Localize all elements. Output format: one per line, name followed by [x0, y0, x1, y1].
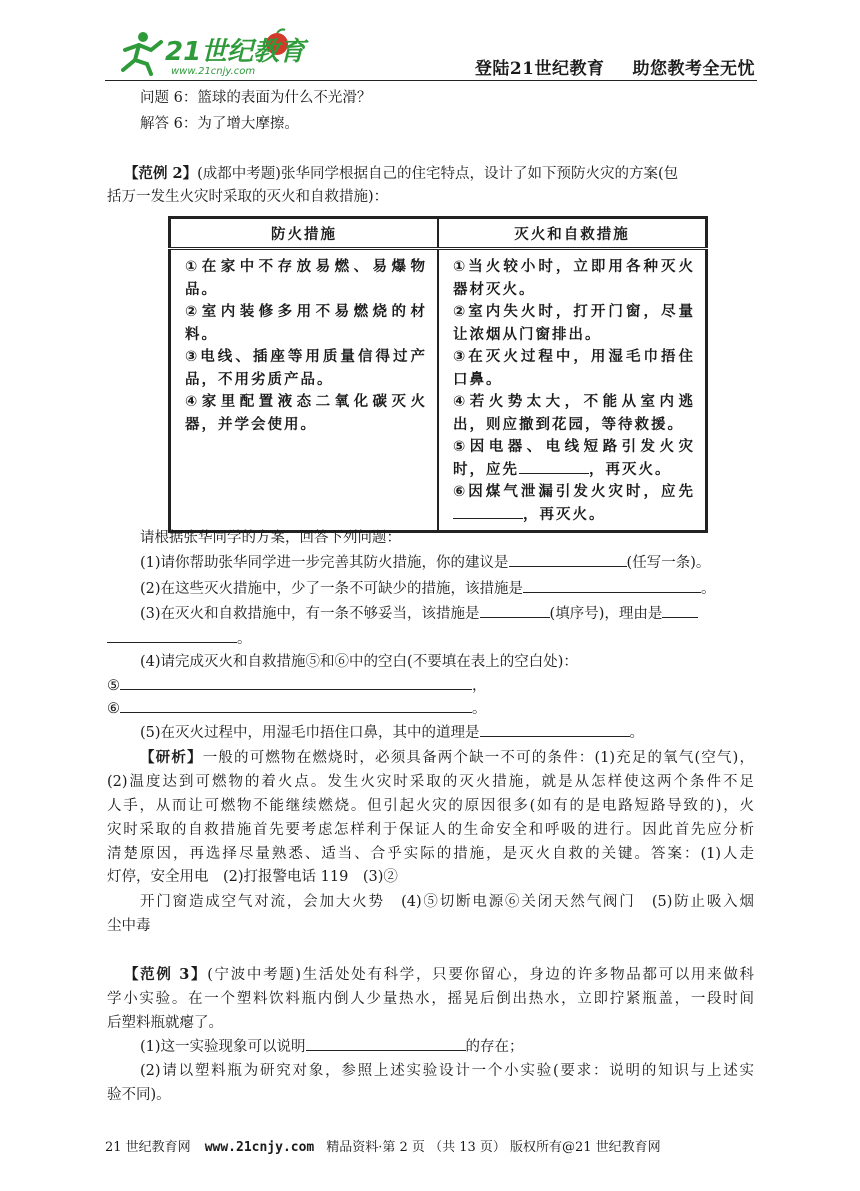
example3-q2-line1: (2)请以塑料瓶为研究对象，参照上述实验设计一个小实验(要求：说明的知识与上述实 — [140, 1063, 754, 1079]
analysis-line3: 人手，从而让可燃物不能继续燃烧。但引起火灾的原因很多(如有的是电路短路导致的)，火 — [107, 798, 754, 814]
example3-line1: 【范例 3】(宁波中考题)生活处处有科学，只要你留心，身边的许多物品都可以用来做科 — [124, 966, 755, 983]
q4-6-answer-blank[interactable] — [120, 698, 472, 713]
example3-line3: 后塑料瓶就瘪了。 — [107, 1015, 223, 1031]
example3-q1-blank[interactable] — [306, 1036, 466, 1051]
col2-header: 灭火和自救措施 — [438, 218, 707, 249]
prevention-item: ②室内装修多用不易燃烧的材料。 — [185, 304, 427, 343]
example2-q3-cont: 。 — [107, 628, 252, 650]
q1-answer-blank[interactable] — [509, 552, 627, 567]
prevention-item: ③电线、插座等用质量信得过产品，不用劣质产品。 — [185, 349, 427, 388]
example2-q1: (1)请你帮助张华同学进一步完善其防火措施，你的建议是 (任写一条)。 — [140, 552, 710, 574]
analysis-line2: (2)温度达到可燃物的着火点。发生火灾时采取的灭火措施，就是从怎样使这两个条件不足 — [107, 774, 754, 790]
logo-text: 21世纪教育 — [165, 37, 306, 67]
site-logo — [105, 28, 315, 78]
fire-prevention-cell — [170, 249, 439, 532]
slogan-right: 助您教考全无忧 — [632, 59, 755, 79]
question-6: 问题 6：篮球的表面为什么不光滑？ — [140, 90, 372, 106]
analysis-line4: 灾时采取的自救措施首先要考虑怎样利于保证人的生命安全和呼吸的进行。因此首先应分析 — [107, 822, 754, 838]
analysis-label: 【研析】 — [140, 749, 203, 766]
answer-6: 解答 6：为了增大摩擦。 — [140, 116, 299, 132]
q3-reason-blank[interactable] — [662, 603, 698, 618]
header-divider — [105, 80, 757, 81]
answer-line8: 尘中毒 — [107, 918, 151, 934]
fire-measures-table — [168, 216, 708, 533]
analysis-line1: 【研析】一般的可燃物在燃烧时，必须具备两个缺一不可的条件：(1)充足的氧气(空气)， — [140, 749, 754, 766]
prevention-item: ①在家中不存放易燃、易爆物品。 — [185, 259, 427, 298]
example3-q1: (1)这一实验现象可以说明 的存在； — [140, 1036, 524, 1058]
example2-q2: (2)在这些灭火措施中，少了一条不可缺少的措施，该措施是 。 — [140, 578, 716, 600]
header-slogan — [447, 54, 755, 79]
example2-prompt: 请根据张华同学的方案，回答下列问题： — [140, 530, 401, 546]
rescue-item: ③在灭火过程中，用湿毛巾捂住口鼻。 — [453, 349, 695, 388]
rescue-cell — [438, 249, 707, 532]
page-footer — [105, 1136, 755, 1155]
q2-answer-blank[interactable] — [523, 578, 701, 593]
table-blank-6 — [453, 504, 523, 519]
footer-site-link[interactable]: www.21cnjy.com — [204, 1140, 315, 1155]
analysis-line5: 清楚原因，再选择尽量熟悉、适当、合乎实际的措施，是灭火自救的关键。答案：(1)人走 — [107, 846, 754, 862]
col1-header: 防火措施 — [170, 218, 439, 249]
answer-line7: 开门窗造成空气对流，会加大火势 (4)⑤切断电源⑥关闭天然气阀门 (5)防止吸入烟 — [140, 894, 754, 910]
rescue-item: ④若火势太大，不能从室内逃出，则应撤到花园，等待救援。 — [453, 394, 695, 433]
logo-url: www.21cnjy.com — [171, 66, 256, 77]
answer-line6: 灯停，安全用电 (2)打报警电话 119 (3)② — [107, 869, 398, 885]
slogan-left: 登陆21世纪教育 — [474, 59, 605, 79]
footer-left: 21 世纪教育网 — [105, 1140, 191, 1155]
rescue-item: ①当火较小时，立即用各种灭火器材灭火。 — [453, 259, 695, 298]
example3-label: 【范例 3】 — [124, 966, 208, 983]
rescue-item-5: ⑤因电器、电线短路引发火灾时，应先 ，再灭火。 — [453, 439, 695, 478]
footer-right: 精品资料·第 2 页 （共 13 页） 版权所有@21 世纪教育网 — [326, 1140, 661, 1155]
example3-q2-line2: 验不同)。 — [107, 1087, 171, 1103]
page-header — [105, 28, 755, 80]
q3-number-blank[interactable] — [480, 603, 550, 618]
q4-5-answer-blank[interactable] — [120, 675, 472, 690]
prevention-item: ④家里配置液态二氧化碳灭火器，并学会使用。 — [185, 394, 427, 433]
q5-answer-blank[interactable] — [480, 722, 630, 737]
example2-stem-line1: 【范例 2】(成都中考题)张华同学根据自己的住宅特点，设计了如下预防火灾的方案(包 — [124, 165, 679, 182]
table-blank-5 — [519, 459, 589, 474]
rescue-item: ②室内失火时，打开门窗，尽量让浓烟从门窗排出。 — [453, 304, 695, 343]
q3-reason-blank-cont[interactable] — [107, 628, 237, 643]
example3-line2: 学小实验。在一个塑料饮料瓶内倒人少量热水，摇晃后倒出热水，立即拧紧瓶盖，一段时间 — [107, 991, 754, 1007]
example2-q4: (4)请完成灭火和自救措施⑤和⑥中的空白(不要填在表上的空白处)： — [140, 654, 578, 670]
rescue-item-6: ⑥因煤气泄漏引发火灾时，应先，再灭火。 — [453, 484, 695, 523]
example2-stem-line2: 括万一发生火灾时采取的灭火和自救措施)： — [107, 189, 389, 205]
example2-label: 【范例 2】 — [124, 165, 198, 182]
example2-q5: (5)在灭火过程中，用湿毛巾捂住口鼻，其中的道理是 。 — [140, 722, 644, 744]
example2-q4-6: ⑥ 。 — [107, 698, 487, 720]
example2-q4-5: ⑤ ， — [107, 675, 487, 697]
example2-q3: (3)在灭火和自救措施中，有一条不够妥当，该措施是 (填序号)，理由是 — [140, 603, 698, 625]
